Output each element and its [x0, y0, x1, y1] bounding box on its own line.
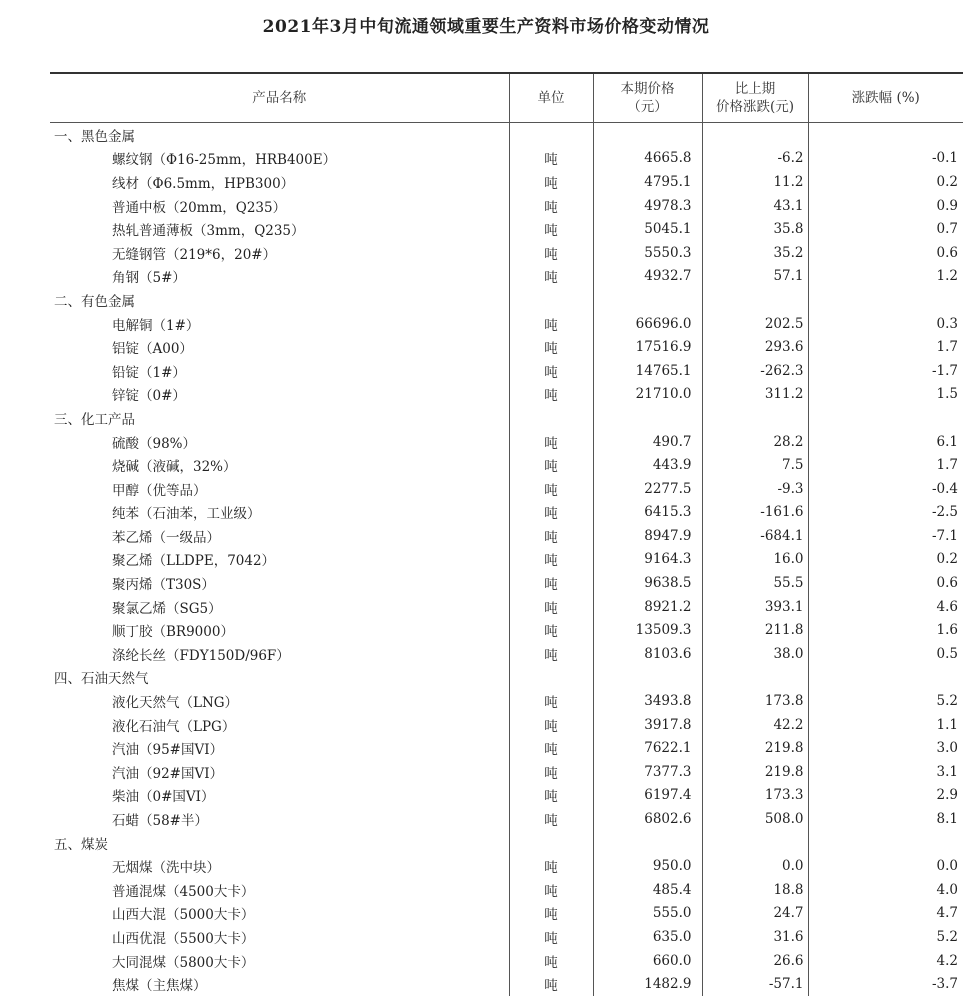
product-unit: 吨 [509, 430, 593, 454]
table-header-row [50, 73, 963, 123]
category-unit-cell [509, 288, 593, 312]
product-name: 甲醇（优等品） [112, 482, 207, 499]
category-unit-cell [509, 406, 593, 430]
product-change-percent: 8.1 [808, 807, 963, 831]
category-row [50, 666, 963, 690]
table-row [50, 312, 963, 336]
product-price-change: 508.0 [702, 807, 808, 831]
product-unit: 吨 [509, 925, 593, 949]
product-name: 电解铜（1#） [112, 317, 200, 334]
product-price: 950.0 [593, 854, 702, 878]
product-unit: 吨 [509, 878, 593, 902]
product-change-percent: 4.0 [808, 878, 963, 902]
category-price-cell [593, 406, 702, 430]
product-unit: 吨 [509, 170, 593, 194]
table-row [50, 925, 963, 949]
category-change-cell [702, 666, 808, 690]
product-change-percent: 5.2 [808, 689, 963, 713]
product-price-change: 293.6 [702, 335, 808, 359]
product-change-percent: 5.2 [808, 925, 963, 949]
product-price-change: 43.1 [702, 194, 808, 218]
product-price-change: -57.1 [702, 972, 808, 996]
header-price-change [702, 73, 808, 123]
product-unit: 吨 [509, 713, 593, 737]
table-row [50, 949, 963, 973]
category-price-cell [593, 288, 702, 312]
category-row [50, 288, 963, 312]
product-price: 6415.3 [593, 501, 702, 525]
product-price: 21710.0 [593, 383, 702, 407]
product-price-change: -9.3 [702, 477, 808, 501]
product-price-change: 219.8 [702, 736, 808, 760]
product-price: 4795.1 [593, 170, 702, 194]
product-name: 聚丙烯（T30S） [112, 577, 215, 594]
product-name: 纯苯（石油苯，工业级） [112, 506, 261, 523]
category-pct-cell [808, 666, 963, 690]
product-unit: 吨 [509, 147, 593, 171]
product-change-percent: 1.5 [808, 383, 963, 407]
product-name: 大同混煤（5800大卡） [112, 954, 255, 971]
category-change-cell [702, 123, 808, 147]
product-price-change: 57.1 [702, 265, 808, 289]
table-row [50, 878, 963, 902]
product-price: 8921.2 [593, 595, 702, 619]
product-name: 铅锭（1#） [112, 364, 186, 381]
product-name: 普通混煤（4500大卡） [112, 883, 255, 900]
product-name: 汽油（92#国VI） [112, 765, 224, 782]
table-row [50, 241, 963, 265]
table-row [50, 689, 963, 713]
header-price-change-line2: 价格涨跌(元) [715, 99, 795, 115]
table-row [50, 194, 963, 218]
table-row [50, 524, 963, 548]
product-name: 角钢（5#） [112, 270, 186, 287]
product-price: 7622.1 [593, 736, 702, 760]
product-name: 焦煤（主焦煤） [112, 978, 207, 995]
product-change-percent: 3.1 [808, 760, 963, 784]
table-row [50, 477, 963, 501]
product-name: 山西大混（5000大卡） [112, 907, 255, 924]
category-unit-cell [509, 123, 593, 147]
product-unit: 吨 [509, 453, 593, 477]
table-row [50, 784, 963, 808]
table-row [50, 736, 963, 760]
product-price: 9164.3 [593, 548, 702, 572]
product-unit: 吨 [509, 312, 593, 336]
product-price: 660.0 [593, 949, 702, 973]
product-price-change: -262.3 [702, 359, 808, 383]
table-row [50, 430, 963, 454]
product-price: 13509.3 [593, 618, 702, 642]
product-unit: 吨 [509, 265, 593, 289]
category-pct-cell [808, 406, 963, 430]
product-price-change: 35.8 [702, 217, 808, 241]
product-unit: 吨 [509, 501, 593, 525]
product-change-percent: -0.4 [808, 477, 963, 501]
product-price-change: 173.8 [702, 689, 808, 713]
product-price-change: 38.0 [702, 642, 808, 666]
product-unit: 吨 [509, 949, 593, 973]
product-name: 无缝钢管（219*6，20#） [112, 246, 277, 263]
category-row [50, 123, 963, 147]
category-row [50, 831, 963, 855]
product-price-change: 211.8 [702, 618, 808, 642]
table-row [50, 501, 963, 525]
table-row [50, 807, 963, 831]
product-price: 5045.1 [593, 217, 702, 241]
category-unit-cell [509, 666, 593, 690]
product-change-percent: 1.2 [808, 265, 963, 289]
product-price-change: 24.7 [702, 902, 808, 926]
product-change-percent: 0.9 [808, 194, 963, 218]
product-name: 聚氯乙烯（SG5） [112, 600, 222, 617]
product-price: 17516.9 [593, 335, 702, 359]
product-name: 苯乙烯（一级品） [112, 529, 220, 546]
product-price: 4932.7 [593, 265, 702, 289]
category-name: 三、化工产品 [54, 411, 135, 428]
product-price-change: 311.2 [702, 383, 808, 407]
product-change-percent: 4.6 [808, 595, 963, 619]
product-price-change: 0.0 [702, 854, 808, 878]
header-change-percent: 涨跌幅 (%) [808, 73, 963, 123]
product-unit: 吨 [509, 736, 593, 760]
product-change-percent: 0.2 [808, 170, 963, 194]
product-price-change: 31.6 [702, 925, 808, 949]
product-name: 液化天然气（LNG） [112, 695, 239, 712]
product-name: 硫酸（98%） [112, 435, 197, 452]
table-row [50, 972, 963, 996]
product-price-change: 393.1 [702, 595, 808, 619]
product-name: 锌锭（0#） [112, 388, 186, 405]
product-unit: 吨 [509, 524, 593, 548]
product-unit: 吨 [509, 854, 593, 878]
product-change-percent: 0.3 [808, 312, 963, 336]
product-price: 8947.9 [593, 524, 702, 548]
product-name: 柴油（0#国VI） [112, 789, 215, 806]
product-change-percent: 0.7 [808, 217, 963, 241]
product-price-change: 42.2 [702, 713, 808, 737]
product-change-percent: 4.7 [808, 902, 963, 926]
category-pct-cell [808, 831, 963, 855]
product-price: 14765.1 [593, 359, 702, 383]
product-price-change: -6.2 [702, 147, 808, 171]
product-price-change: 26.6 [702, 949, 808, 973]
category-change-cell [702, 406, 808, 430]
table-row [50, 383, 963, 407]
product-unit: 吨 [509, 689, 593, 713]
product-price: 3917.8 [593, 713, 702, 737]
product-price: 443.9 [593, 453, 702, 477]
product-name: 顺丁胶（BR9000） [112, 624, 234, 641]
product-price: 3493.8 [593, 689, 702, 713]
product-unit: 吨 [509, 548, 593, 572]
page-title: 2021年3月中旬流通领域重要生产资料市场价格变动情况 [262, 17, 710, 37]
category-name: 四、石油天然气 [54, 671, 149, 688]
category-pct-cell [808, 123, 963, 147]
category-change-cell [702, 831, 808, 855]
table-row [50, 217, 963, 241]
product-price: 7377.3 [593, 760, 702, 784]
table-row [50, 642, 963, 666]
product-unit: 吨 [509, 642, 593, 666]
product-unit: 吨 [509, 359, 593, 383]
product-change-percent: 0.6 [808, 241, 963, 265]
category-name: 五、煤炭 [54, 836, 108, 853]
product-change-percent: -1.7 [808, 359, 963, 383]
product-price-change: 16.0 [702, 548, 808, 572]
product-price-change: 219.8 [702, 760, 808, 784]
product-change-percent: 0.2 [808, 548, 963, 572]
product-price: 9638.5 [593, 571, 702, 595]
category-name: 一、黑色金属 [54, 128, 135, 145]
product-change-percent: -2.5 [808, 501, 963, 525]
product-price-change: 28.2 [702, 430, 808, 454]
product-unit: 吨 [509, 194, 593, 218]
product-price: 66696.0 [593, 312, 702, 336]
product-unit: 吨 [509, 571, 593, 595]
product-change-percent: 0.0 [808, 854, 963, 878]
product-change-percent: 3.0 [808, 736, 963, 760]
product-change-percent: 1.1 [808, 713, 963, 737]
product-change-percent: 4.2 [808, 949, 963, 973]
product-unit: 吨 [509, 335, 593, 359]
product-unit: 吨 [509, 784, 593, 808]
product-name: 烧碱（液碱，32%） [112, 459, 237, 476]
product-price: 490.7 [593, 430, 702, 454]
product-unit: 吨 [509, 902, 593, 926]
header-unit: 单位 [509, 73, 593, 123]
category-name: 二、有色金属 [54, 293, 135, 310]
product-price: 6802.6 [593, 807, 702, 831]
product-price: 4665.8 [593, 147, 702, 171]
product-name: 涤纶长丝（FDY150D/96F） [112, 647, 290, 664]
product-unit: 吨 [509, 595, 593, 619]
product-price: 1482.9 [593, 972, 702, 996]
product-price: 485.4 [593, 878, 702, 902]
product-change-percent: 6.1 [808, 430, 963, 454]
product-name: 无烟煤（洗中块） [112, 860, 220, 877]
product-price: 5550.3 [593, 241, 702, 265]
table-row [50, 147, 963, 171]
product-change-percent: 0.5 [808, 642, 963, 666]
table-row [50, 265, 963, 289]
product-name: 液化石油气（LPG） [112, 718, 236, 735]
category-price-cell [593, 123, 702, 147]
product-price: 6197.4 [593, 784, 702, 808]
table-row [50, 595, 963, 619]
table-row [50, 548, 963, 572]
header-product-name: 产品名称 [50, 73, 509, 123]
product-name: 山西优混（5500大卡） [112, 930, 255, 947]
product-name: 汽油（95#国VI） [112, 742, 224, 759]
product-price-change: 202.5 [702, 312, 808, 336]
product-change-percent: -7.1 [808, 524, 963, 548]
product-name: 聚乙烯（LLDPE，7042） [112, 553, 276, 570]
product-price: 2277.5 [593, 477, 702, 501]
product-name: 铝锭（A00） [112, 341, 193, 358]
product-name: 石蜡（58#半） [112, 813, 208, 830]
product-unit: 吨 [509, 972, 593, 996]
product-price-change: -161.6 [702, 501, 808, 525]
price-table [50, 72, 963, 996]
product-unit: 吨 [509, 618, 593, 642]
table-row [50, 170, 963, 194]
header-current-price-line1: 本期价格 [620, 81, 675, 97]
header-current-price-line2: （元） [627, 99, 668, 115]
product-change-percent: 0.6 [808, 571, 963, 595]
category-price-cell [593, 666, 702, 690]
product-unit: 吨 [509, 477, 593, 501]
product-unit: 吨 [509, 217, 593, 241]
table-row [50, 571, 963, 595]
product-price-change: 55.5 [702, 571, 808, 595]
table-row [50, 713, 963, 737]
category-pct-cell [808, 288, 963, 312]
product-change-percent: -0.1 [808, 147, 963, 171]
product-change-percent: -3.7 [808, 972, 963, 996]
product-unit: 吨 [509, 241, 593, 265]
product-unit: 吨 [509, 383, 593, 407]
product-change-percent: 1.6 [808, 618, 963, 642]
category-unit-cell [509, 831, 593, 855]
table-row [50, 854, 963, 878]
product-price: 635.0 [593, 925, 702, 949]
category-change-cell [702, 288, 808, 312]
table-row [50, 618, 963, 642]
product-name: 热轧普通薄板（3mm，Q235） [112, 223, 305, 240]
product-price-change: 18.8 [702, 878, 808, 902]
product-price-change: 173.3 [702, 784, 808, 808]
product-change-percent: 1.7 [808, 335, 963, 359]
product-name: 普通中板（20mm，Q235） [112, 199, 287, 216]
table-row [50, 902, 963, 926]
product-unit: 吨 [509, 760, 593, 784]
category-row [50, 406, 963, 430]
table-row [50, 760, 963, 784]
product-name: 螺纹钢（Φ16-25mm，HRB400E） [112, 152, 337, 169]
table-row [50, 335, 963, 359]
product-unit: 吨 [509, 807, 593, 831]
product-price: 4978.3 [593, 194, 702, 218]
table-body [50, 123, 963, 996]
product-price-change: 11.2 [702, 170, 808, 194]
product-price-change: 7.5 [702, 453, 808, 477]
header-current-price [593, 73, 702, 123]
table-row [50, 453, 963, 477]
product-price-change: -684.1 [702, 524, 808, 548]
product-name: 线材（Φ6.5mm，HPB300） [112, 175, 295, 192]
product-change-percent: 2.9 [808, 784, 963, 808]
category-price-cell [593, 831, 702, 855]
product-change-percent: 1.7 [808, 453, 963, 477]
product-price: 555.0 [593, 902, 702, 926]
product-price-change: 35.2 [702, 241, 808, 265]
header-price-change-line1: 比上期 [734, 81, 776, 97]
table-row [50, 359, 963, 383]
product-price: 8103.6 [593, 642, 702, 666]
